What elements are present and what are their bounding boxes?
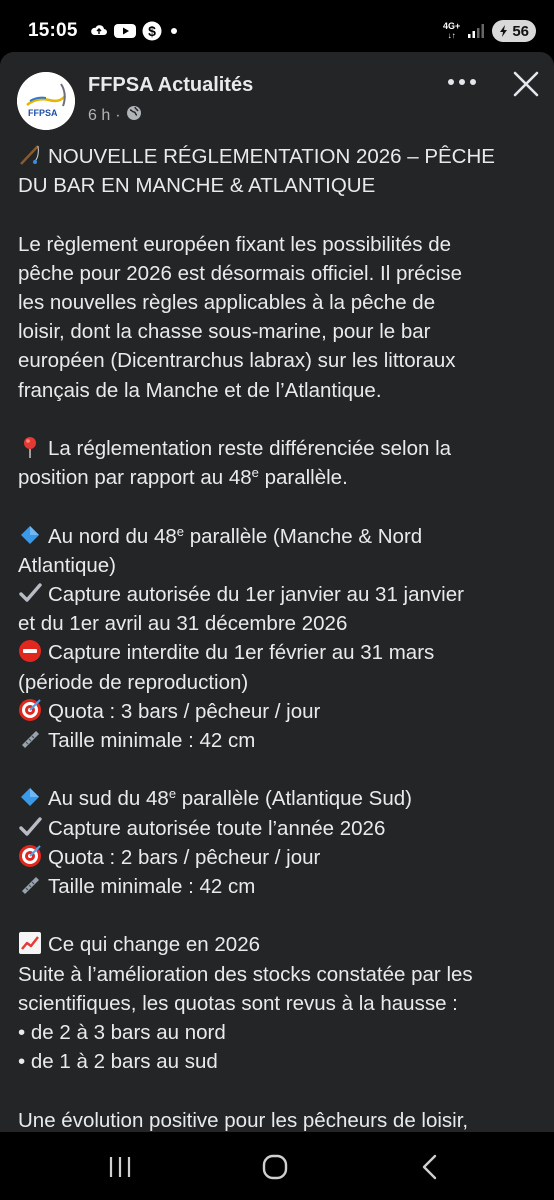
youtube-icon	[114, 23, 136, 39]
blue-diamond-icon	[18, 785, 42, 809]
system-status-icons	[443, 20, 536, 42]
changes-section: Ce qui change en 2026 Suite à l’amélioration des stocks constatée par les scientifiques, les quotas sont revus à la hausse : • de 2 à 3 bars au nord • de 1 à 2 bars au sud	[18, 933, 473, 1074]
intro-paragraph: Le règlement européen fixant les possibilités de pêche pour 2026 est désormais officiel. Il précise les nouvelles règles applicables à la pêche de loisir, dont la chasse sous-marine, pour le bar européen (Dicentrarchus labrax) sur les littoraux français de la Manche et de l’Atlantique.	[18, 232, 463, 402]
target-icon	[18, 844, 42, 868]
signal-icon	[468, 24, 484, 38]
network-4g-icon: 4G+ ↓↑	[443, 21, 461, 40]
more-options-button[interactable]	[444, 72, 480, 92]
close-icon	[513, 71, 539, 97]
fishing-pole-icon	[18, 143, 42, 167]
blue-diamond-icon	[18, 523, 42, 547]
notification-icons	[90, 21, 180, 41]
target-icon	[18, 698, 42, 722]
svg-text:$: $	[148, 23, 156, 39]
north-section: Au nord du 48e parallèle (Manche & Nord Atlantique) Capture autorisée du 1er janvier au 31 janvier et du 1er avril au 31 décembre 2026 Capture interdite du 1er février au 31 mars (période de reproduction) Quota : 3 bars / pêcheur / jour Taille minimale : 42 cm	[18, 523, 464, 753]
home-button[interactable]	[255, 1152, 295, 1182]
post-meta	[88, 105, 142, 126]
regulation-paragraph: La réglementation reste différenciée selon la position par rapport au 48e parallèle.	[18, 437, 452, 490]
author-name[interactable]: FFPSA Actualités	[88, 74, 254, 96]
post-card	[0, 52, 554, 1132]
battery-icon	[492, 20, 536, 42]
navigation-bar	[0, 1132, 554, 1200]
more-dots-icon	[447, 78, 477, 86]
home-icon	[261, 1153, 289, 1181]
meta-separator: ·	[115, 106, 121, 124]
chart-increasing-icon	[18, 931, 42, 955]
cloud-upload-icon	[90, 23, 108, 39]
pushpin-icon	[18, 435, 42, 459]
check-mark-icon	[18, 815, 42, 839]
dot-icon	[168, 25, 180, 37]
recent-apps-icon	[107, 1155, 133, 1179]
ruler-icon	[18, 873, 42, 897]
no-entry-icon	[18, 639, 42, 663]
ffpsa-logo	[17, 72, 75, 130]
avatar-text: FFPSA	[28, 108, 58, 118]
back-icon	[420, 1154, 440, 1180]
ruler-icon	[18, 727, 42, 751]
recent-apps-button[interactable]	[100, 1152, 140, 1182]
globe-icon	[126, 105, 142, 126]
south-section: Au sud du 48e parallèle (Atlantique Sud) Capture autorisée toute l’année 2026 Quota : 2 bars / pêcheur / jour Taille minimale : 42 cm	[18, 784, 538, 901]
post-time[interactable]: 6 h	[88, 106, 111, 124]
closing-paragraph: Une évolution positive pour les pêcheurs de loisir,	[18, 1108, 469, 1132]
page-avatar[interactable]	[17, 72, 75, 130]
post-title: NOUVELLE RÉGLEMENTATION 2026 – PÊCHE DU BAR EN MANCHE & ATLANTIQUE	[18, 145, 495, 198]
close-button[interactable]	[508, 66, 544, 102]
post-body	[18, 142, 538, 1132]
check-mark-icon	[18, 581, 42, 605]
back-button[interactable]	[410, 1152, 450, 1182]
status-time: 15:05	[28, 20, 78, 41]
dollar-circle-icon	[142, 21, 162, 41]
battery-level: 56	[512, 22, 529, 40]
